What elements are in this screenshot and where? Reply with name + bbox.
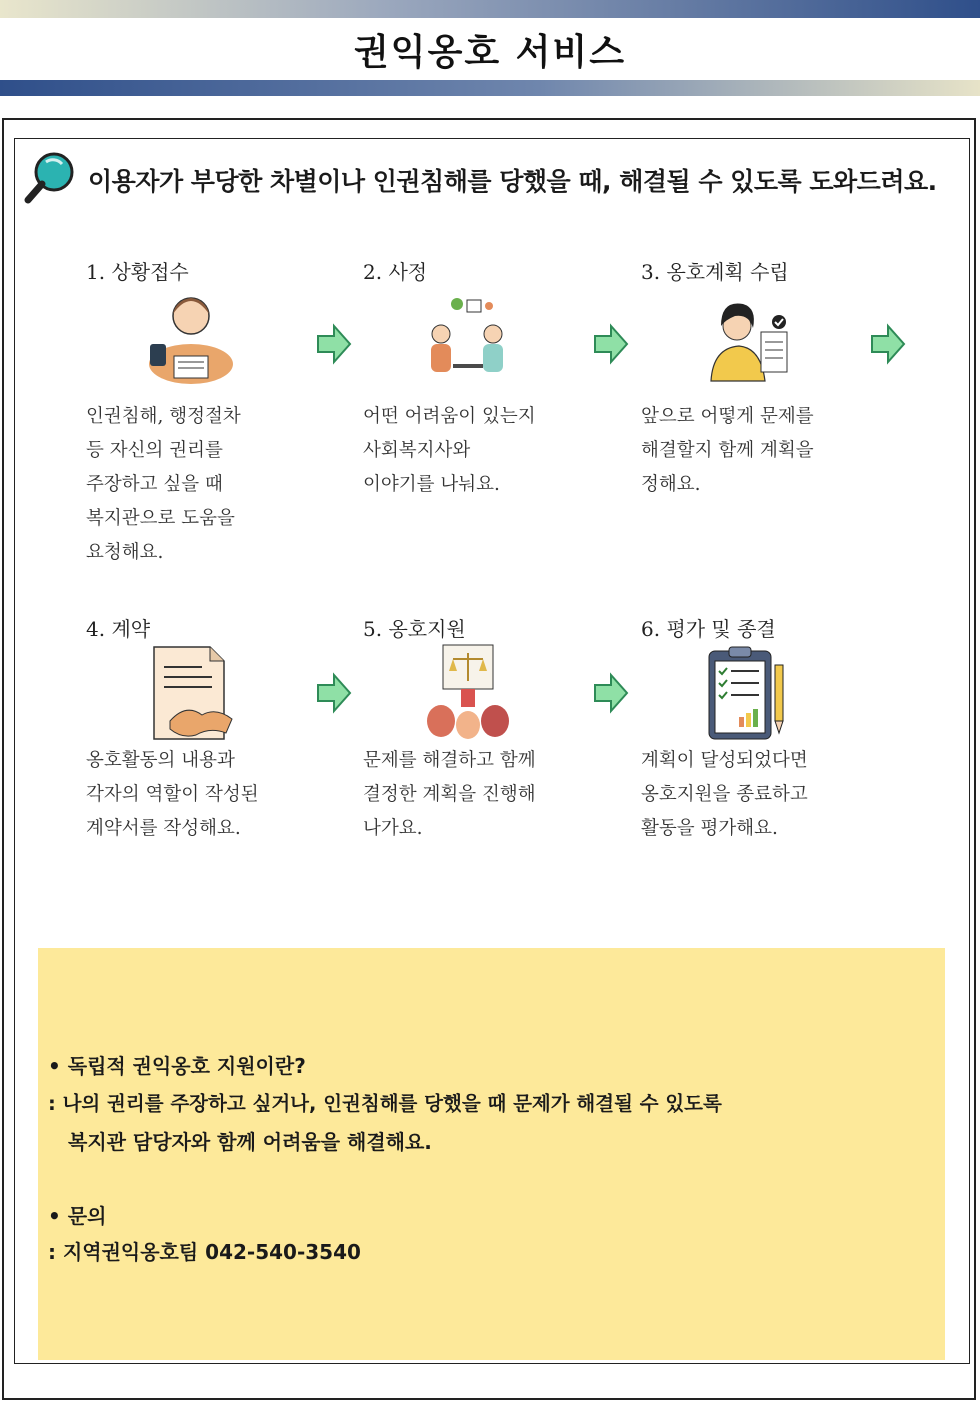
desc-line: 주장하고 싶을 때: [86, 474, 223, 495]
desc-line: 해결할지 함께 계획을: [641, 440, 814, 461]
step-2: [363, 256, 583, 516]
header-gradient-bar-bottom: [0, 80, 980, 96]
step-title: 3. 옹호계획 수립: [641, 260, 789, 284]
step-desc: [363, 400, 593, 502]
desc-line: 각자의 역할이 작성된: [86, 784, 259, 805]
desc-line: 인권침해, 행정절차: [86, 406, 241, 427]
step-title: 1. 상황접수: [86, 260, 189, 284]
desc-line: 요청해요.: [86, 542, 164, 563]
desc-line: 사회복지사와: [363, 440, 471, 461]
desc-line: 문제를 해결하고 함께: [363, 750, 536, 771]
desc-line: 정해요.: [641, 474, 701, 495]
desc-line: 앞으로 어떻게 문제를: [641, 406, 814, 427]
step-title: 4. 계약: [86, 617, 151, 641]
desc-line: 복지관으로 도움을: [86, 508, 235, 529]
contract-illustration: [136, 643, 246, 743]
evaluation-clipboard-illustration: [691, 643, 801, 743]
arrow-right-icon: [314, 322, 354, 366]
step-desc: [86, 744, 316, 846]
step-5: [363, 613, 583, 853]
step-title: 2. 사정: [363, 260, 428, 284]
step-1: [86, 256, 306, 576]
desc-line: 등 자신의 권리를: [86, 440, 223, 461]
step-3: [641, 256, 861, 516]
desc-line: 어떤 어려움이 있는지: [363, 406, 536, 427]
step-title: 5. 옹호지원: [363, 617, 466, 641]
headline-text: 이용자가 부당한 차별이나 인권침해를 당했을 때, 해결될 수 있도록 도와드려요.: [88, 167, 937, 196]
info-question-2: • 문의: [48, 1204, 107, 1228]
person-consult-illustration: [136, 286, 246, 386]
info-answer-1-line-2: 복지관 담당자와 함께 어려움을 해결해요.: [68, 1130, 432, 1154]
desc-line: 결정한 계획을 진행해: [363, 784, 536, 805]
page-title: 권익옹호 서비스: [354, 32, 626, 73]
desc-line: 옹호지원을 종료하고: [641, 784, 808, 805]
desc-line: 활동을 평가해요.: [641, 818, 778, 839]
arrow-right-icon: [314, 671, 354, 715]
advocacy-support-illustration: [413, 643, 523, 743]
desc-line: 옹호활동의 내용과: [86, 750, 235, 771]
step-4: [86, 613, 306, 853]
counseling-illustration: [413, 286, 523, 386]
info-question-1: • 독립적 권익옹호 지원이란?: [48, 1054, 306, 1078]
info-answer-1-line-1: : 나의 권리를 주장하고 싶거나, 인권침해를 당했을 때 문제가 해결될 수 있도록: [48, 1092, 722, 1115]
headline: [20, 150, 960, 206]
arrow-right-icon: [868, 322, 908, 366]
arrow-right-icon: [591, 671, 631, 715]
desc-line: 나가요.: [363, 818, 423, 839]
step-title: 6. 평가 및 종결: [641, 617, 776, 641]
step-desc: [86, 400, 316, 570]
desc-line: 이야기를 나눠요.: [363, 474, 500, 495]
desc-line: 계획이 달성되었다면: [641, 750, 808, 771]
step-desc: [363, 744, 593, 846]
planning-illustration: [691, 286, 801, 386]
step-desc: [641, 744, 871, 846]
desc-line: 계약서를 작성해요.: [86, 818, 241, 839]
step-desc: [641, 400, 871, 502]
step-6: [641, 613, 861, 853]
arrow-right-icon: [591, 322, 631, 366]
header-gradient-bar-top: [0, 0, 980, 18]
info-contact: : 지역권익옹호팀 042-540-3540: [48, 1240, 361, 1264]
magnifier-icon: [20, 150, 80, 206]
